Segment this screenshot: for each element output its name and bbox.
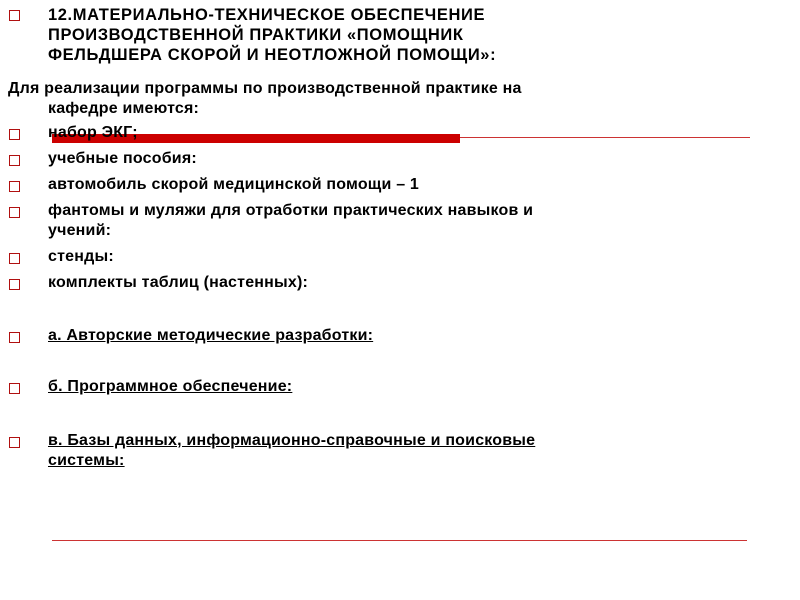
red-divider-bottom xyxy=(52,540,747,541)
item-manuals: учебные пособия: xyxy=(48,150,197,167)
title-line-1: 12.МАТЕРИАЛЬНО-ТЕХНИЧЕСКОЕ ОБЕСПЕЧЕНИЕ xyxy=(48,6,486,24)
section-b: б. Программное обеспечение: xyxy=(48,378,293,395)
section-c-line-2: системы: xyxy=(48,452,125,469)
bullet-icon xyxy=(9,207,20,218)
bullet-icon xyxy=(9,129,20,140)
bullet-icon xyxy=(9,155,20,166)
intro-line-1: Для реализации программы по производственной практике на xyxy=(8,80,522,97)
item-tables: комплекты таблиц (настенных): xyxy=(48,274,309,291)
section-c-line-1: в. Базы данных, информационно-справочные и поисковые xyxy=(48,432,536,449)
item-phantoms-line-1: фантомы и муляжи для отработки практических навыков и xyxy=(48,202,534,219)
red-divider-top xyxy=(460,137,750,138)
bullet-icon xyxy=(9,253,20,264)
bullet-icon xyxy=(9,181,20,192)
item-phantoms-line-2: учений: xyxy=(48,222,112,239)
bullet-icon xyxy=(9,437,20,448)
bullet-icon xyxy=(9,332,20,343)
item-stands: стенды: xyxy=(48,248,114,265)
title-bullet-icon xyxy=(9,10,20,21)
bullet-icon xyxy=(9,279,20,290)
intro-line-2: кафедре имеются: xyxy=(48,100,200,117)
title-line-2: ПРОИЗВОДСТВЕННОЙ ПРАКТИКИ «ПОМОЩНИК xyxy=(48,26,464,44)
section-a: а. Авторские методические разработки: xyxy=(48,327,374,344)
title-line-3: ФЕЛЬДШЕРА СКОРОЙ И НЕОТЛОЖНОЙ ПОМОЩИ»: xyxy=(48,46,497,64)
item-ekg: набор ЭКГ; xyxy=(48,124,138,141)
item-ambulance: автомобиль скорой медицинской помощи – 1 xyxy=(48,176,420,193)
bullet-icon xyxy=(9,383,20,394)
